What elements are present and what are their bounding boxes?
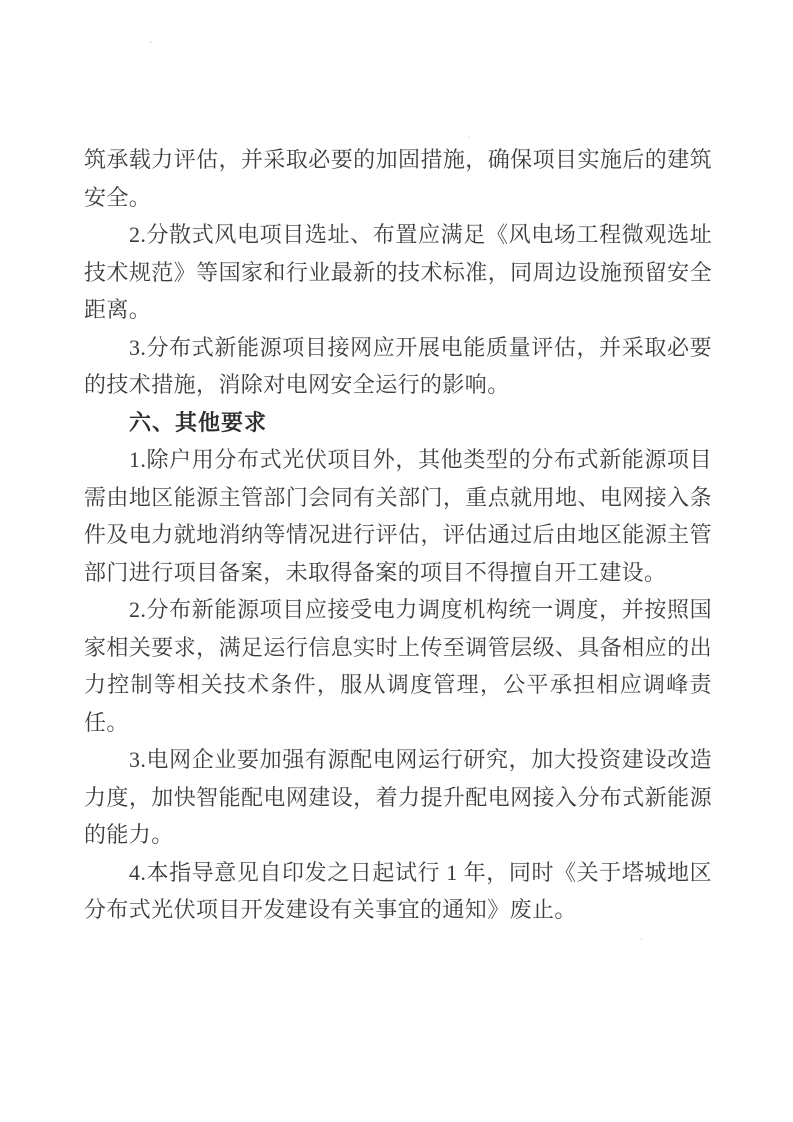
paragraph: 筑承载力评估，并采取必要的加固措施，确保项目实施后的建筑安全。 <box>84 147 712 210</box>
paragraph: 3.电网企业要加强有源配电网运行研究，加大投资建设改造力度，加快智能配电网建设，着力提升配电网接入分布式新能源的能力。 <box>84 747 712 847</box>
paragraph: 2.分布新能源项目应接受电力调度机构统一调度，并按照国家相关要求，满足运行信息实时上传至调管层级、具备相应的出力控制等相关技术条件，服从调度管理，公平承担相应调峰责任。 <box>84 597 712 735</box>
paragraph: 3.分布式新能源项目接网应开展电能质量评估，并采取必要的技术措施，消除对电网安全运行的影响。 <box>84 334 712 397</box>
paragraph: 2.分散式风电项目选址、布置应满足《风电场工程微观选址技术规范》等国家和行业最新的技术标准，同周边设施预留安全距离。 <box>84 222 712 322</box>
document-body <box>84 141 712 929</box>
paragraph: 4.本指导意见自印发之日起试行 1 年，同时《关于塔城地区分布式光伏项目开发建设有关事宜的通知》废止。 <box>84 859 712 922</box>
scan-noise-speckles <box>0 0 2 2</box>
paragraph: 1.除户用分布式光伏项目外，其他类型的分布式新能源项目需由地区能源主管部门会同有关部门，重点就用地、电网接入条件及电力就地消纳等情况进行评估，评估通过后由地区能源主管部门进行项目备案，未取得备案的项目不得擅自开工建设。 <box>84 447 712 585</box>
section-heading: 六、其他要求 <box>129 409 268 435</box>
